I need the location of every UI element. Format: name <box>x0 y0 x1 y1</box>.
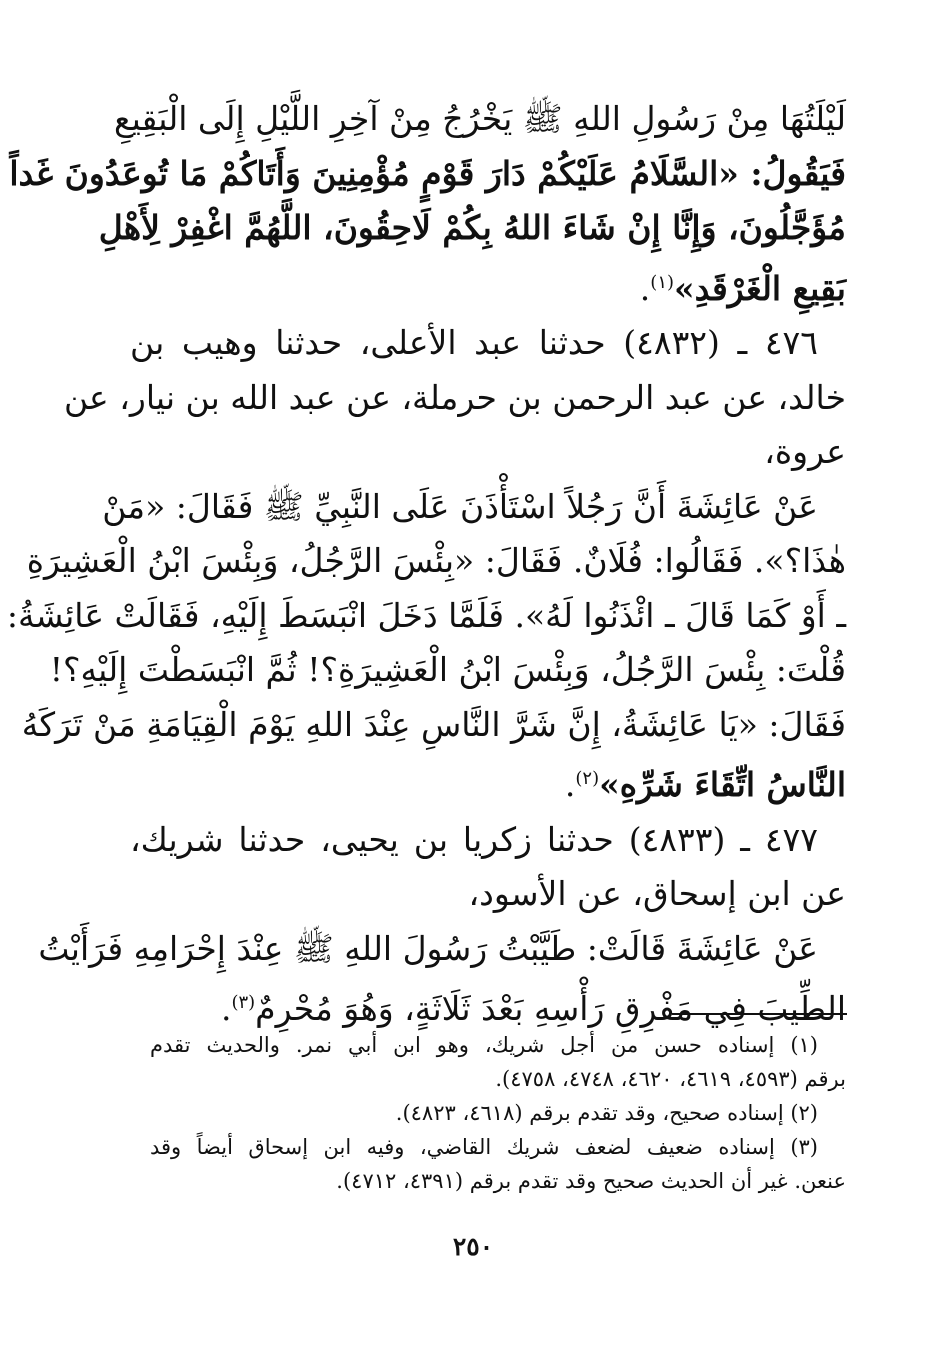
text-line-content: عروة، <box>764 432 846 471</box>
text-line <box>6 589 846 644</box>
page-number: ٢٥٠ <box>452 1232 494 1261</box>
text-line <box>130 316 846 371</box>
text-line-content: خالد، عن عبد الرحمن بن حرملة، عن عبد الله بن نيار، عن <box>63 377 846 417</box>
footnote-line: برقم (٤٥٩٣، ٤٦١٩، ٤٦٢٠، ٤٧٤٨، ٤٧٥٨). <box>495 1067 846 1091</box>
text-line-content: عَنْ عَائِشَةَ أَنَّ رَجُلاً اسْتَأْذَنَ عَلَى النَّبِيِّ ﷺ فَقَالَ: «مَنْ <box>102 486 818 526</box>
footnotes <box>150 1028 846 1198</box>
text-line-content: النَّاسُ اتِّقَاءَ شَرِّهِ» <box>599 765 846 804</box>
text-line <box>102 480 846 535</box>
text-line-content: ـ أَوْ كَمَا قَالَ ـ ائْذَنُوا لَهُ». فَلَمَّا دَخَلَ انْبَسَطَ إِلَيْهِ، فَقَالَتْ عَائِشَةُ: <box>6 595 846 635</box>
text-line <box>63 371 846 426</box>
text-line <box>26 534 846 589</box>
footnote-divider <box>672 1013 847 1015</box>
footnote-reference: (١) <box>650 271 675 293</box>
text-line <box>130 813 846 868</box>
text-line-content: مُؤَجَّلُونَ، وَإِنَّا إِنْ شَاءَ اللهُ بِكُمْ لَاحِقُونَ، اللَّهُمَّ اغْفِرْ لِأَهْلِ <box>98 208 846 247</box>
footnote-reference: (٢) <box>575 768 600 789</box>
footnote-line: (١) إسناده حسن من أجل شريك، وهو ابن أبي نمر. والحديث تقدم <box>150 1033 818 1057</box>
footnote-line: (٣) إسناده ضعيف لضعف شريك القاضي، وفيه ابن إسحاق أيضاً وقد <box>150 1135 818 1159</box>
text-line <box>38 922 846 977</box>
text-line-content: عن ابن إسحاق، عن الأسود، <box>468 874 846 913</box>
line-end-punctuation: . <box>564 765 576 804</box>
text-line <box>98 201 846 256</box>
text-line <box>114 92 846 147</box>
text-line <box>49 643 846 698</box>
footnote-line: (٢) إسناده صحيح، وقد تقدم برقم (٤٦١٨، ٤٨٢٣). <box>395 1101 818 1125</box>
footnote-reference: (٣) <box>231 992 256 1013</box>
text-line <box>130 867 846 922</box>
text-line-content: عَنْ عَائِشَةَ قَالَتْ: طَيَّبْتُ رَسُولَ اللهِ ﷺ عِنْدَ إِحْرَامِهِ فَرَأَيْتُ <box>38 928 818 968</box>
line-end-punctuation: . <box>220 989 232 1028</box>
line-end-punctuation: . <box>639 268 651 308</box>
text-line-content: ٤٧٦ ـ (٤٨٣٢) حدثنا عبد الأعلى، حدثنا وهيب بن <box>130 323 818 362</box>
footnote-line: عنعن. غير أن الحديث صحيح وقد تقدم برقم (٤٣٩١، ٤٧١٢). <box>336 1169 846 1193</box>
main-text <box>6 92 846 1037</box>
text-line-content: قُلْتَ: بِئْسَ الرَّجُلُ، وَبِئْسَ ابْنُ الْعَشِيرَةِ؟! ثُمَّ انْبَسَطْتَ إِلَيْهِ؟! <box>49 650 846 689</box>
text-line-content: ٤٧٧ ـ (٤٨٣٣) حدثنا زكريا بن يحيى، حدثنا شريك، <box>130 819 818 859</box>
text-line <box>21 698 846 753</box>
text-line <box>130 752 846 813</box>
text-line-content: هٰذَا؟». فَقَالُوا: فُلَانٌ. فَقَالَ: «بِئْسَ الرَّجُلُ، وَبِئْسَ ابْنُ الْعَشِيرَةِ <box>26 541 846 580</box>
text-line-content: فَقَالَ: «يَا عَائِشَةُ، إِنَّ شَرَّ النَّاسِ عِنْدَ اللهِ يَوْمَ الْقِيَامَةِ مَنْ تَرَكَهُ <box>21 704 846 744</box>
text-line-content: الطِّيبَ فِي مَفْرِقِ رَأْسِهِ بَعْدَ ثَلَاثَةٍ، وَهُوَ مُحْرِمٌ <box>255 989 846 1028</box>
text-line-content: لَيْلَتُهَا مِنْ رَسُولِ اللهِ ﷺ يَخْرُجُ مِنْ آخِرِ اللَّيْلِ إِلَى الْبَقِيعِ <box>114 99 846 138</box>
text-line <box>9 147 846 202</box>
text-line <box>130 256 846 317</box>
text-line-content: فَيَقُولُ: «السَّلَامُ عَلَيْكُمْ دَارَ قَوْمٍ مُؤْمِنِينَ وَأَتَاكُمْ مَا تُوعَدُونَ غَداً <box>9 153 846 193</box>
text-line-content: بَقِيعِ الْغَرْقَدِ» <box>674 268 846 308</box>
text-line <box>130 425 846 480</box>
